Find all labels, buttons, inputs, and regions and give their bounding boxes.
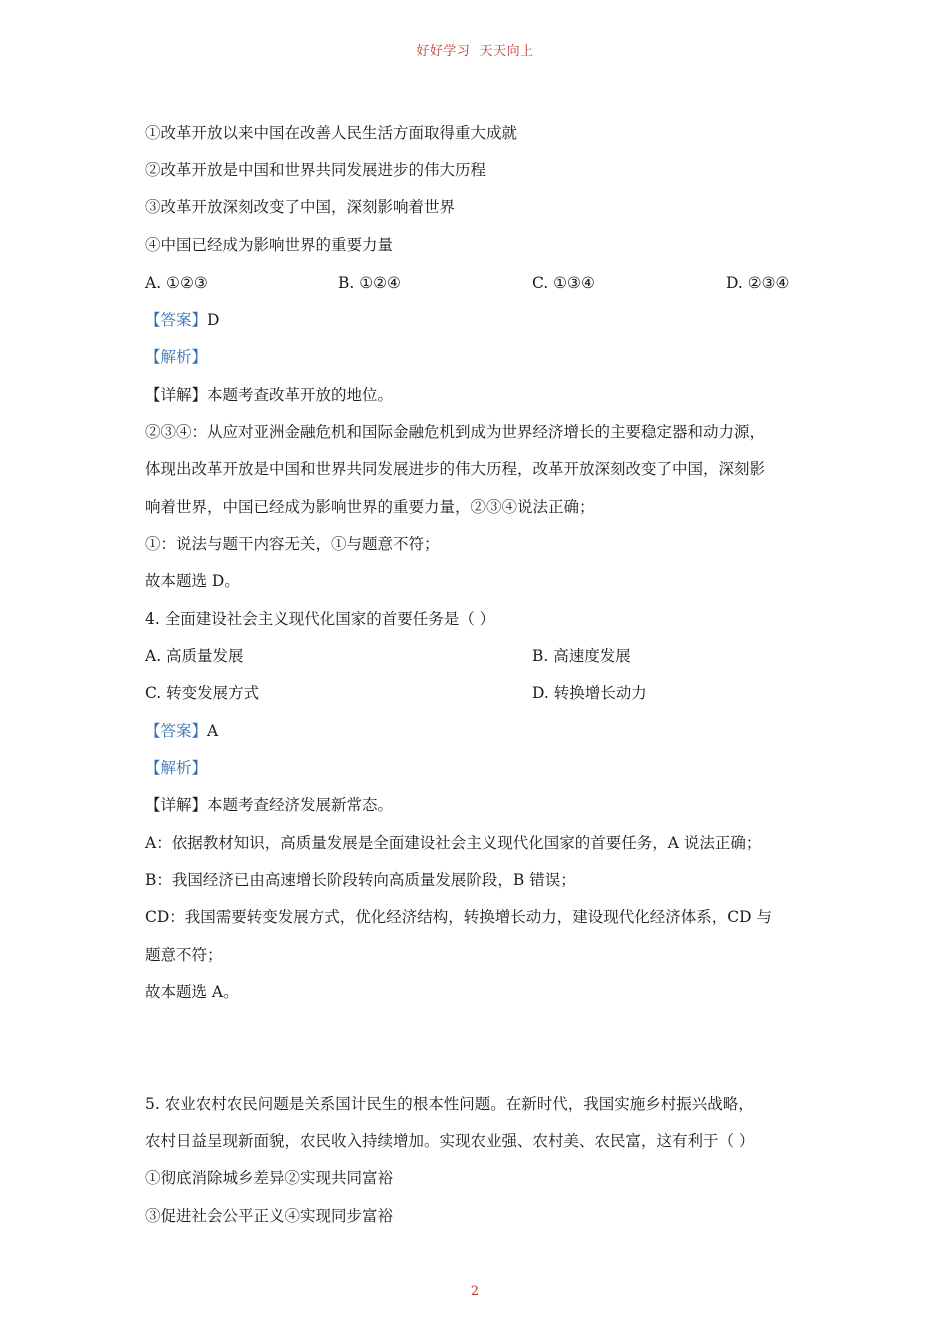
q5-statement-2: ③促进社会公平正义④实现同步富裕 xyxy=(145,1207,394,1225)
q3-detail-text: 本题考查改革开放的地位。 xyxy=(207,386,394,404)
q5-question-line-2: 农村日益呈现新面貌，农民收入持续增加。实现农业强、农村美、农民富，这有利于（ ） xyxy=(145,1132,755,1150)
q4-answer-tag: 【答案】 xyxy=(145,722,208,740)
q3-option-c: C. ①③④ xyxy=(532,274,595,292)
q4-explanation-1: A：依据教材知识，高质量发展是全面建设社会主义现代化国家的首要任务，A 说法正确； xyxy=(145,834,762,852)
q3-option-b: B. ①②④ xyxy=(338,274,401,292)
q4-option-d: D. 转换增长动力 xyxy=(532,684,647,702)
q3-explanation-1: ②③④：从应对亚洲金融危机和国际金融危机到成为世界经济增长的主要稳定器和动力源， xyxy=(145,423,766,441)
q4-analysis-tag: 【解析】 xyxy=(145,759,208,777)
q5-statement-1: ①彻底消除城乡差异②实现共同富裕 xyxy=(145,1169,394,1187)
q3-statement-1: ①改革开放以来中国在改善人民生活方面取得重大成就 xyxy=(145,124,518,142)
q3-statement-4: ④中国已经成为影响世界的重要力量 xyxy=(145,236,394,254)
q3-statement-3: ③改革开放深刻改变了中国，深刻影响着世界 xyxy=(145,198,456,216)
q4-answer-value: A xyxy=(207,722,219,740)
q3-explanation-4: ①：说法与题干内容无关，①与题意不符； xyxy=(145,535,440,553)
q3-analysis-tag: 【解析】 xyxy=(145,348,208,366)
page-number: 2 xyxy=(470,1284,480,1299)
q3-statement-2: ②改革开放是中国和世界共同发展进步的伟大历程 xyxy=(145,161,487,179)
q4-answer xyxy=(145,720,218,742)
q3-answer xyxy=(145,309,219,331)
q4-detail-label: 【详解】 xyxy=(145,796,208,814)
q3-answer-value: D xyxy=(207,311,220,329)
q3-detail xyxy=(145,384,393,406)
q3-explanation-2: 体现出改革开放是中国和世界共同发展进步的伟大历程，改革开放深刻改变了中国，深刻影 xyxy=(145,460,766,478)
q4-option-a: A. 高质量发展 xyxy=(145,647,244,665)
q4-question: 4. 全面建设社会主义现代化国家的首要任务是（ ） xyxy=(145,610,496,628)
q4-explanation-5: 故本题选 A。 xyxy=(145,983,239,1001)
q3-explanation-3: 响着世界，中国已经成为影响世界的重要力量，②③④说法正确； xyxy=(145,498,595,516)
q4-detail-text: 本题考查经济发展新常态。 xyxy=(207,796,394,814)
q5-question-line-1: 5. 农业农村农民问题是关系国计民生的根本性问题。在新时代，我国实施乡村振兴战略， xyxy=(145,1095,754,1113)
page-header: 好好学习 天天向上 xyxy=(416,44,534,59)
q3-option-a: A. ①②③ xyxy=(145,274,208,292)
q4-explanation-4: 题意不符； xyxy=(145,946,223,964)
q4-detail xyxy=(145,794,393,816)
q4-explanation-3: CD：我国需要转变发展方式，优化经济结构，转换增长动力，建设现代化经济体系，CD 与 xyxy=(145,908,773,926)
q4-option-c: C. 转变发展方式 xyxy=(145,684,260,702)
q3-option-d: D. ②③④ xyxy=(726,274,790,292)
q4-explanation-2: B：我国经济已由高速增长阶段转向高质量发展阶段，B 错误； xyxy=(145,871,576,889)
q3-explanation-5: 故本题选 D。 xyxy=(145,572,240,590)
q4-option-b: B. 高速度发展 xyxy=(532,647,631,665)
q3-answer-tag: 【答案】 xyxy=(145,311,208,329)
q3-detail-label: 【详解】 xyxy=(145,386,208,404)
